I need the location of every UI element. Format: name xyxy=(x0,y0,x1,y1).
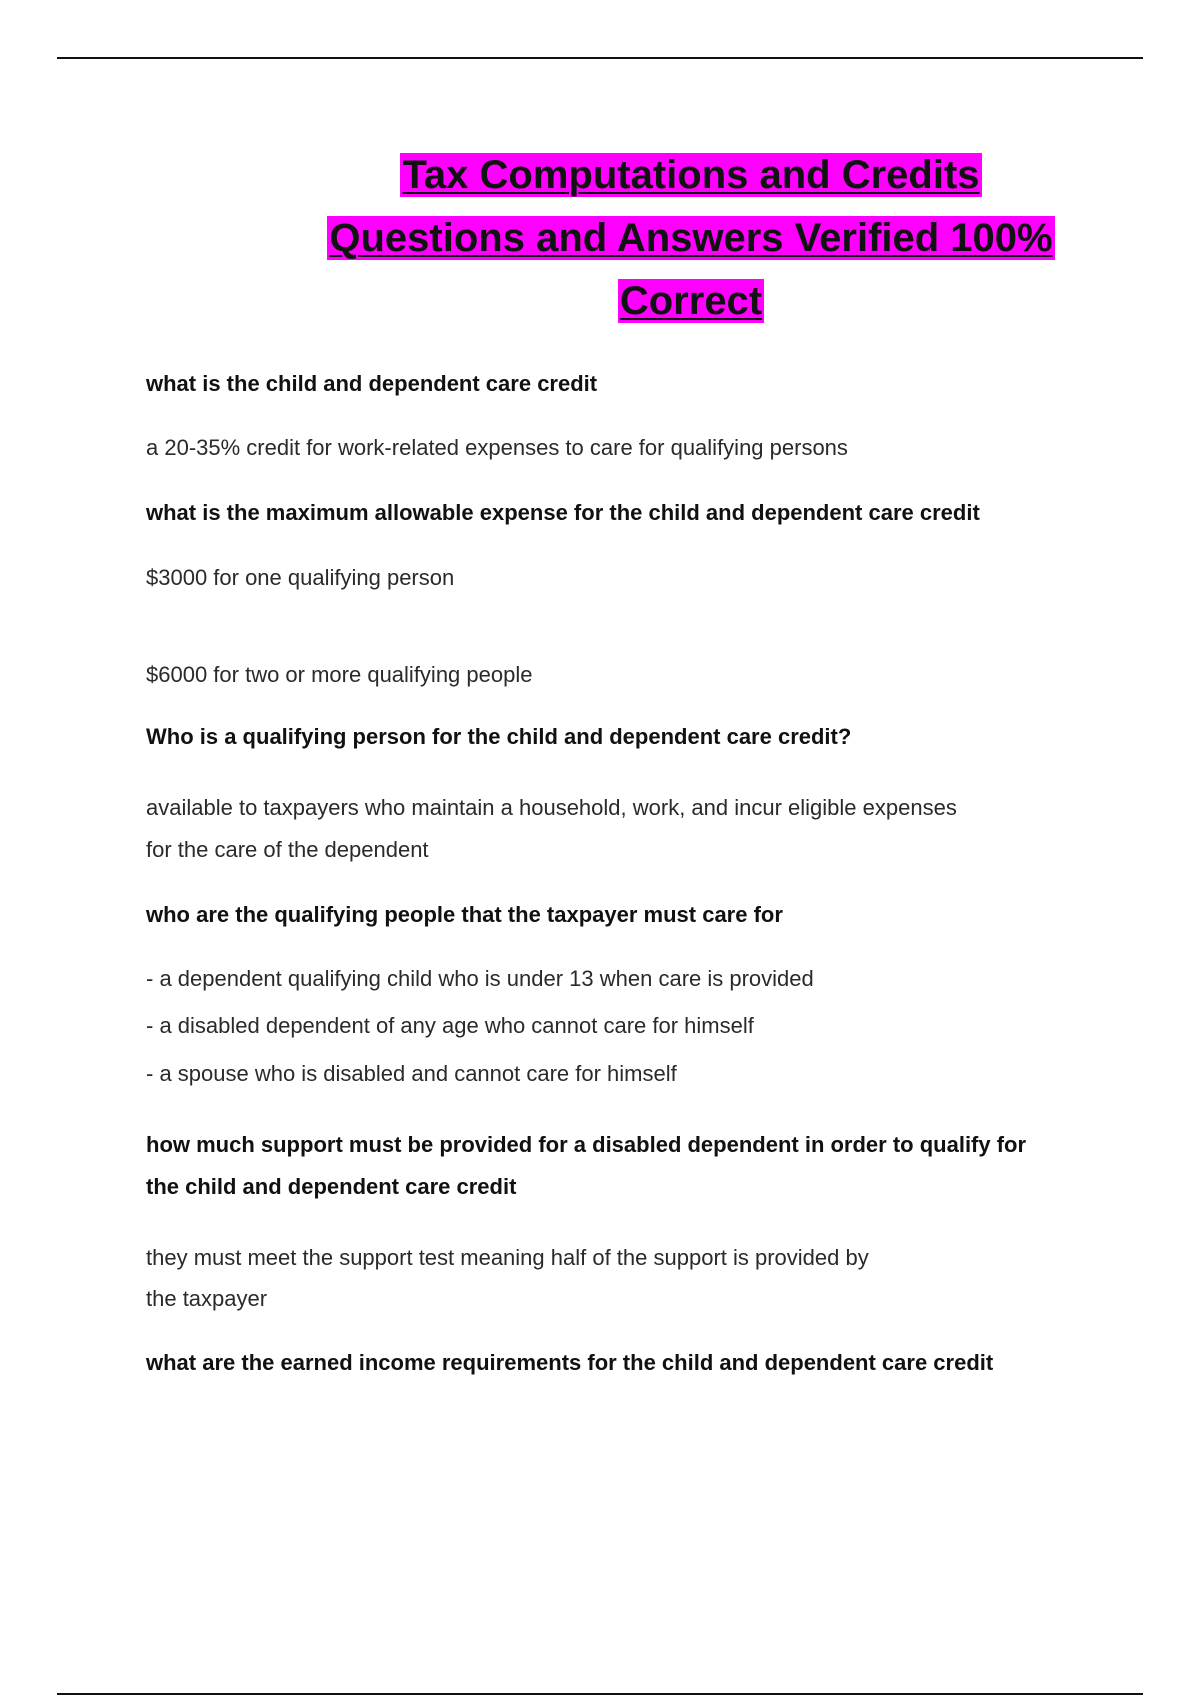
answer: $3000 for one qualifying person xyxy=(146,565,455,590)
question: what is the maximum allowable expense for the child and dependent care credit xyxy=(146,500,980,525)
question: what is the child and dependent care credit xyxy=(146,371,598,396)
bottom-rule xyxy=(57,1693,1143,1695)
answer: a 20-35% credit for work-related expenses to care for qualifying persons xyxy=(146,435,848,460)
answer: - a spouse who is disabled and cannot care for himself xyxy=(146,1061,677,1086)
answer: the taxpayer xyxy=(146,1286,268,1311)
question: Who is a qualifying person for the child and dependent care credit? xyxy=(146,724,852,749)
answer: available to taxpayers who maintain a household, work, and incur eligible expenses xyxy=(146,795,957,820)
answer: - a disabled dependent of any age who cannot care for himself xyxy=(146,1013,754,1038)
answer: they must meet the support test meaning half of the support is provided by xyxy=(146,1245,869,1270)
answer: $6000 for two or more qualifying people xyxy=(146,662,533,687)
question: how much support must be provided for a disabled dependent in order to qualify for xyxy=(146,1132,1027,1157)
question: what are the earned income requirements for the child and dependent care credit xyxy=(146,1350,994,1375)
title-line: Questions and Answers Verified 100% xyxy=(329,216,1053,260)
document-title xyxy=(322,150,1060,339)
question: who are the qualifying people that the taxpayer must care for xyxy=(146,902,783,927)
title-line: Tax Computations and Credits xyxy=(402,153,980,197)
answer: for the care of the dependent xyxy=(146,837,429,862)
top-rule xyxy=(57,57,1143,59)
answer: - a dependent qualifying child who is under 13 when care is provided xyxy=(146,966,814,991)
question: the child and dependent care credit xyxy=(146,1174,517,1199)
title-line: Correct xyxy=(619,279,763,323)
